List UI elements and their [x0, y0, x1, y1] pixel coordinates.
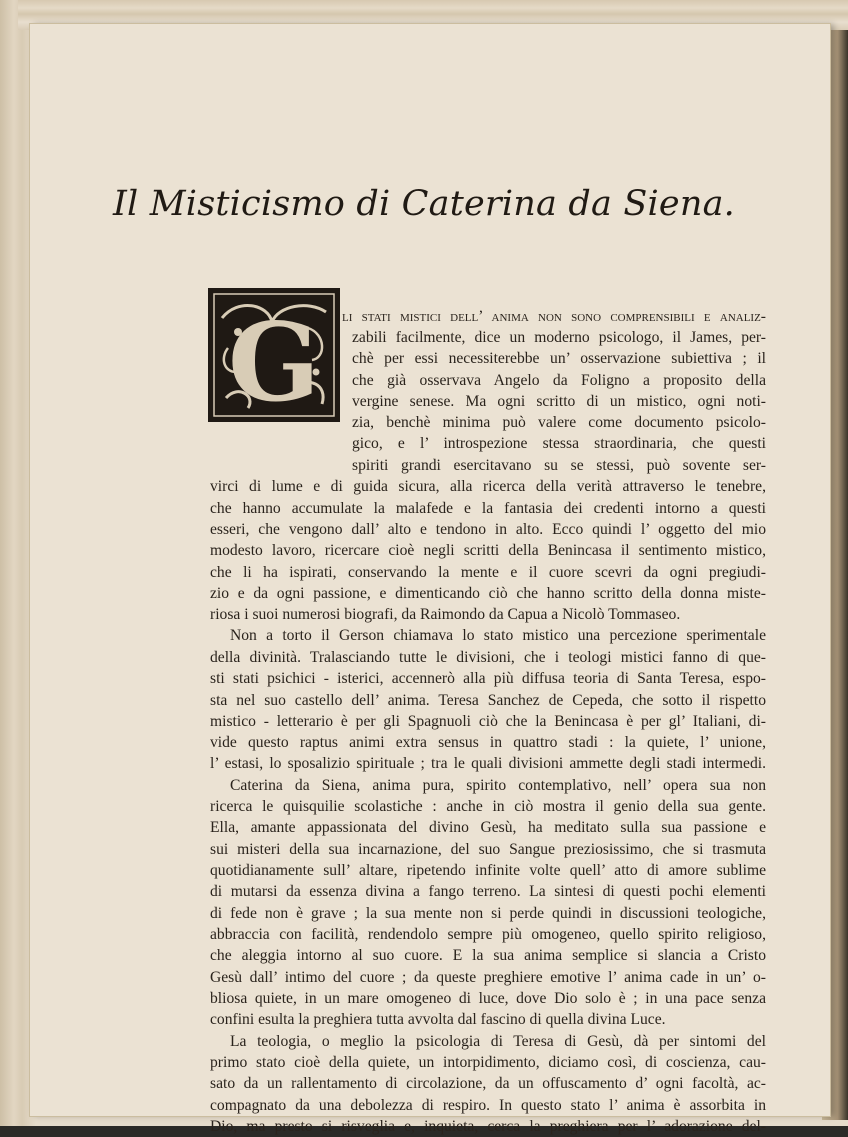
text-line: spiriti grandi esercitavano su se stessi, può sovente ser- [352, 457, 766, 474]
initial-letter: G [227, 300, 321, 422]
text-line: gico, e l’ introspezione stessa straordinaria, che questi [352, 435, 766, 452]
decorated-initial-g [208, 288, 340, 422]
text-line: zabili facilmente, dice un moderno psicologo, il James, per- [352, 329, 766, 346]
text-line: sui misteri della sua incarnazione, del suo Sangue preziosissimo, che si trasmuta [210, 841, 766, 858]
text-line: sato da un rallentamento di circolazione, da un offuscamento d’ ogni facoltà, ac- [210, 1075, 766, 1092]
text-line: zia, benchè minima può valere come documento psicolo- [352, 414, 766, 431]
text-line: l’ estasi, lo sposalizio spirituale ; tra le quali divisioni ammette degli stadi intermedi. [210, 755, 766, 772]
text-line: che già osservava Angelo da Foligno a proposito della [352, 372, 766, 389]
text-line: chè per essi necessiterebbe un’ osservazione subiettiva ; il [352, 350, 766, 367]
text-line: bliosa quiete, in un mare omogeneo di luce, dove Dio solo è ; in una pace senza [210, 990, 766, 1007]
text-line: di mutarsi da essenza divina a fango terreno. La sintesi di questi pochi elementi [210, 883, 766, 900]
text-line: della divinità. Tralasciando tutte le divisioni, che i teologi mistici fanno di que- [210, 649, 766, 666]
text-line: modesto lavoro, ricercare cioè negli scritti della Benincasa il sentimento mistico, [210, 542, 766, 559]
text-line: di fede non è grave ; la sua mente non si perde quindi in discussioni teologiche, [210, 905, 766, 922]
text-line: Dio, ma presto si risveglia e, inquieta, cerca la preghiera per l’ adorazione del- [210, 1118, 766, 1135]
text-line: quotidianamente sull’ altare, ripetendo infinite volte quell’ atto di amore sublime [210, 862, 766, 879]
text-line: ricerca le quisquilie scolastiche : anche in ciò mostra il genio della sua gente. [210, 798, 766, 815]
text-line: compagnato da una debolezza di respiro. In questo stato l’ anima è assorbita in [210, 1097, 766, 1114]
text-line: che hanno accumulate la malafede e la fantasia dei credenti intorno a questi [210, 500, 766, 517]
text-line: sti stati psichici - isterici, accennerò alla più diffusa teoria di Santa Teresa, espo- [210, 670, 766, 687]
text-line: riosa i suoi numerosi biografi, da Raimondo da Capua a Nicolò Tommaseo. [210, 606, 681, 623]
text-line: virci di lume e di guida sicura, alla ricerca della verità attraverso le tenebre, [210, 478, 766, 495]
text-line: primo stato cioè della quiete, un intorpidimento, diciamo così, di coscienza, cau- [210, 1054, 766, 1071]
text-line: Caterina da Siena, anima pura, spirito contemplativo, nell’ opera sua non [230, 777, 766, 794]
text-line: confini esulta la preghiera tutta avvolta dal fascino di quella divina Luce. [210, 1011, 666, 1028]
text-line: esseri, che vengono dall’ alto e tendono in alto. Ecco quindi l’ oggetto del mio [210, 521, 766, 538]
text-line: li stati mistici dell’ anima non sono comprensibili e analiz- [342, 308, 766, 325]
text-line: che li ha ispirati, conservando la mente e il cuore scevri da ogni pregiudi- [210, 564, 766, 581]
text-line: vide questo raptus animi extra sensus in quattro stadi : la quiete, l’ unione, [210, 734, 766, 751]
article-title: Il Misticismo di Caterina da Siena. [113, 184, 735, 224]
text-line: Non a torto il Gerson chiamava lo stato mistico una percezione sperimentale [230, 627, 766, 644]
text-line: zio e da ogni passione, e dimenticando ciò che hanno scritto della donna miste- [210, 585, 766, 602]
text-line: Ella, amante appassionata del divino Gesù, ha meditato sulla sua passione e [210, 819, 766, 836]
text-line: che aleggia intorno al suo cuore. E la sua anima semplice si slancia a Cristo [210, 947, 766, 964]
text-line: Gesù dall’ intimo del cuore ; da queste preghiere emotive l’ anima cade in un’ o- [210, 969, 766, 986]
text-line: La teologia, o meglio la psicologia di Teresa di Gesù, dà per sintomi del [230, 1033, 766, 1050]
text-line: abbraccia con facilità, rendendolo sempre più omogeneo, quello spirito religioso, [210, 926, 766, 943]
text-line: sta nel suo castello dell’ anima. Teresa Sanchez de Cepeda, che sotto il rispetto [210, 692, 766, 709]
text-line: vergine senese. Ma ogni scritto di un mistico, ogni noti- [352, 393, 766, 410]
text-line: mistico - letterario è per gli Spagnuoli ciò che la Benincasa è per gl’ Italiani, di- [210, 713, 766, 730]
